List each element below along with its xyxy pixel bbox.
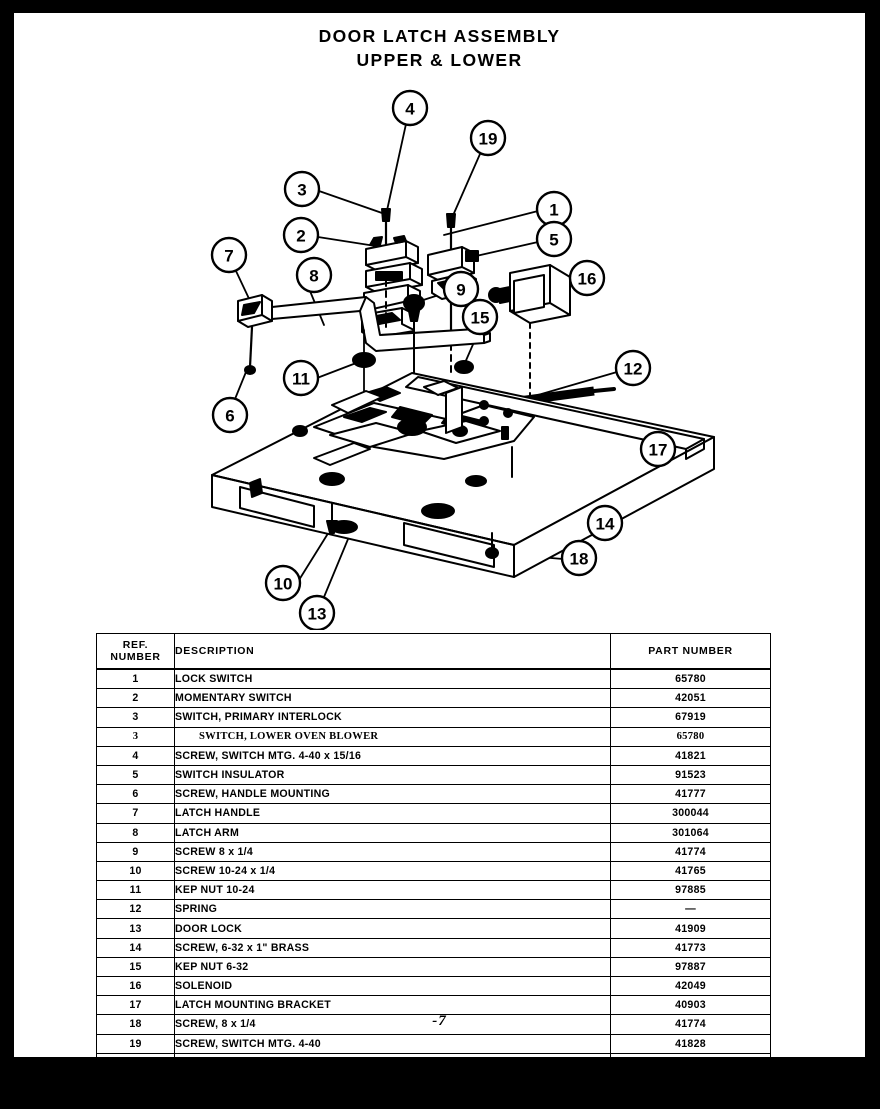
callout-label: 10 [273,574,293,594]
cell-part-number: 42049 [611,977,771,996]
callout-label: 18 [569,549,589,569]
cell-part-number: 41773 [611,938,771,957]
table-row [97,977,771,996]
cell-part-number: 41828 [611,1034,771,1053]
table-header-row [97,634,771,670]
cell-ref-number: 13 [97,919,175,938]
cell-description: LATCH ARM [175,823,611,842]
table-row [97,708,771,727]
cell-description: LOCK SWITCH [175,669,611,689]
table-row [97,823,771,842]
cell-part-number: 40903 [611,996,771,1015]
callout-label: 7 [224,246,234,266]
cell-ref-number: 6 [97,785,175,804]
cell-ref-number: 14 [97,938,175,957]
callout-label: 9 [456,280,466,300]
cell-ref-number: 1 [97,669,175,689]
cell-part-number: 42051 [611,689,771,708]
cell-description: SCREW, HANDLE MOUNTING [175,785,611,804]
exploded-parts-diagram [14,75,865,630]
title-line-primary: DOOR LATCH ASSEMBLY [318,26,561,46]
cell-description: SWITCH, PRIMARY INTERLOCK [175,708,611,727]
cell-description: LATCH HANDLE [175,804,611,823]
cell-part-number: 41774 [611,1015,771,1034]
cell-ref-number: 19 [97,1034,175,1053]
cell-part-number: 301064 [611,823,771,842]
table-row [97,746,771,765]
cell-part-number: 41765 [611,861,771,880]
cell-description: SCREW, 8 x 1/4 [175,1015,611,1034]
cell-description: LATCH MOUNTING BRACKET [175,996,611,1015]
page-title [14,25,865,72]
cell-ref-number: 3 [97,727,175,746]
callout-label: 17 [648,440,668,460]
table-row [97,996,771,1015]
callout-label: 12 [623,359,643,379]
callout-label: 14 [595,514,615,534]
callout-label: 19 [478,129,498,149]
cell-part-number: — [611,900,771,919]
table-row [97,919,771,938]
cell-ref-number: 15 [97,957,175,976]
callout-label: 2 [296,226,306,246]
cell-description: SOLENOID [175,977,611,996]
column-header-description: DESCRIPTION [175,634,611,670]
cell-description: SCREW, SWITCH MTG. 4-40 [175,1034,611,1053]
page-content [14,13,865,1057]
cell-description: SCREW, 6-32 x 1" BRASS [175,938,611,957]
table-row [97,765,771,784]
callout-label: 3 [297,180,307,200]
cell-ref-number: 4 [97,746,175,765]
table-row [97,689,771,708]
callout-label: 15 [470,308,490,328]
cell-ref-number: 11 [97,881,175,900]
callout-label: 1 [549,200,559,220]
table-row [97,938,771,957]
latch-mounting-bracket [212,373,714,577]
parts-list-table-container [96,633,770,1073]
cell-ref-number: 5 [97,765,175,784]
table-row [97,957,771,976]
table-row [97,727,771,746]
parts-list-table [96,633,771,1073]
cell-part-number: 65780 [611,727,771,746]
cell-description: SCREW 10-24 x 1/4 [175,861,611,880]
column-header-part-number: PART NUMBER [611,634,771,670]
cell-part-number: 41821 [611,746,771,765]
column-header-ref-number [97,634,175,670]
ref-header-line-2: NUMBER [110,651,161,663]
table-row [97,881,771,900]
cell-description: SCREW, SWITCH MTG. 4-40 x 15/16 [175,746,611,765]
callout-label: 6 [225,406,235,426]
cell-ref-number: 8 [97,823,175,842]
cell-ref-number: 12 [97,900,175,919]
cell-description: SWITCH INSULATOR [175,765,611,784]
callout-label: 11 [292,369,310,389]
cell-part-number: 41774 [611,842,771,861]
cell-part-number: 41777 [611,785,771,804]
cell-ref-number: 17 [97,996,175,1015]
cell-ref-number: 3 [97,708,175,727]
callout-label: 13 [307,604,327,624]
cell-part-number: 41909 [611,919,771,938]
cell-part-number: 300044 [611,804,771,823]
cell-part-number: 97887 [611,957,771,976]
title-line-secondary: UPPER & LOWER [356,49,523,70]
cell-description: SCREW 8 x 1/4 [175,842,611,861]
table-row [97,900,771,919]
table-row [97,1034,771,1053]
scan-edge-artifact [0,1057,880,1109]
cell-ref-number: 10 [97,861,175,880]
cell-description: DOOR LOCK [175,919,611,938]
page-number: -7 [432,1013,447,1029]
ref-header-line-1: REF. [122,638,149,651]
cell-part-number: 67919 [611,708,771,727]
table-row [97,669,771,689]
cell-part-number: 65780 [611,669,771,689]
cell-part-number: 97885 [611,881,771,900]
cell-description: SPRING [175,900,611,919]
cell-ref-number: 18 [97,1015,175,1034]
callout-label: 4 [405,99,415,119]
table-row [97,785,771,804]
cell-ref-number: 9 [97,842,175,861]
table-row [97,804,771,823]
callout-label: 8 [309,266,319,286]
cell-description: SWITCH, LOWER OVEN BLOWER [175,727,611,746]
cell-ref-number: 16 [97,977,175,996]
table-row [97,842,771,861]
cell-description: MOMENTARY SWITCH [175,689,611,708]
callout-label: 16 [577,269,597,289]
table-row [97,861,771,880]
cell-ref-number: 7 [97,804,175,823]
callout-label: 5 [549,230,559,250]
cell-ref-number: 2 [97,689,175,708]
cell-description: KEP NUT 6-32 [175,957,611,976]
cell-part-number: 91523 [611,765,771,784]
cell-description: KEP NUT 10-24 [175,881,611,900]
